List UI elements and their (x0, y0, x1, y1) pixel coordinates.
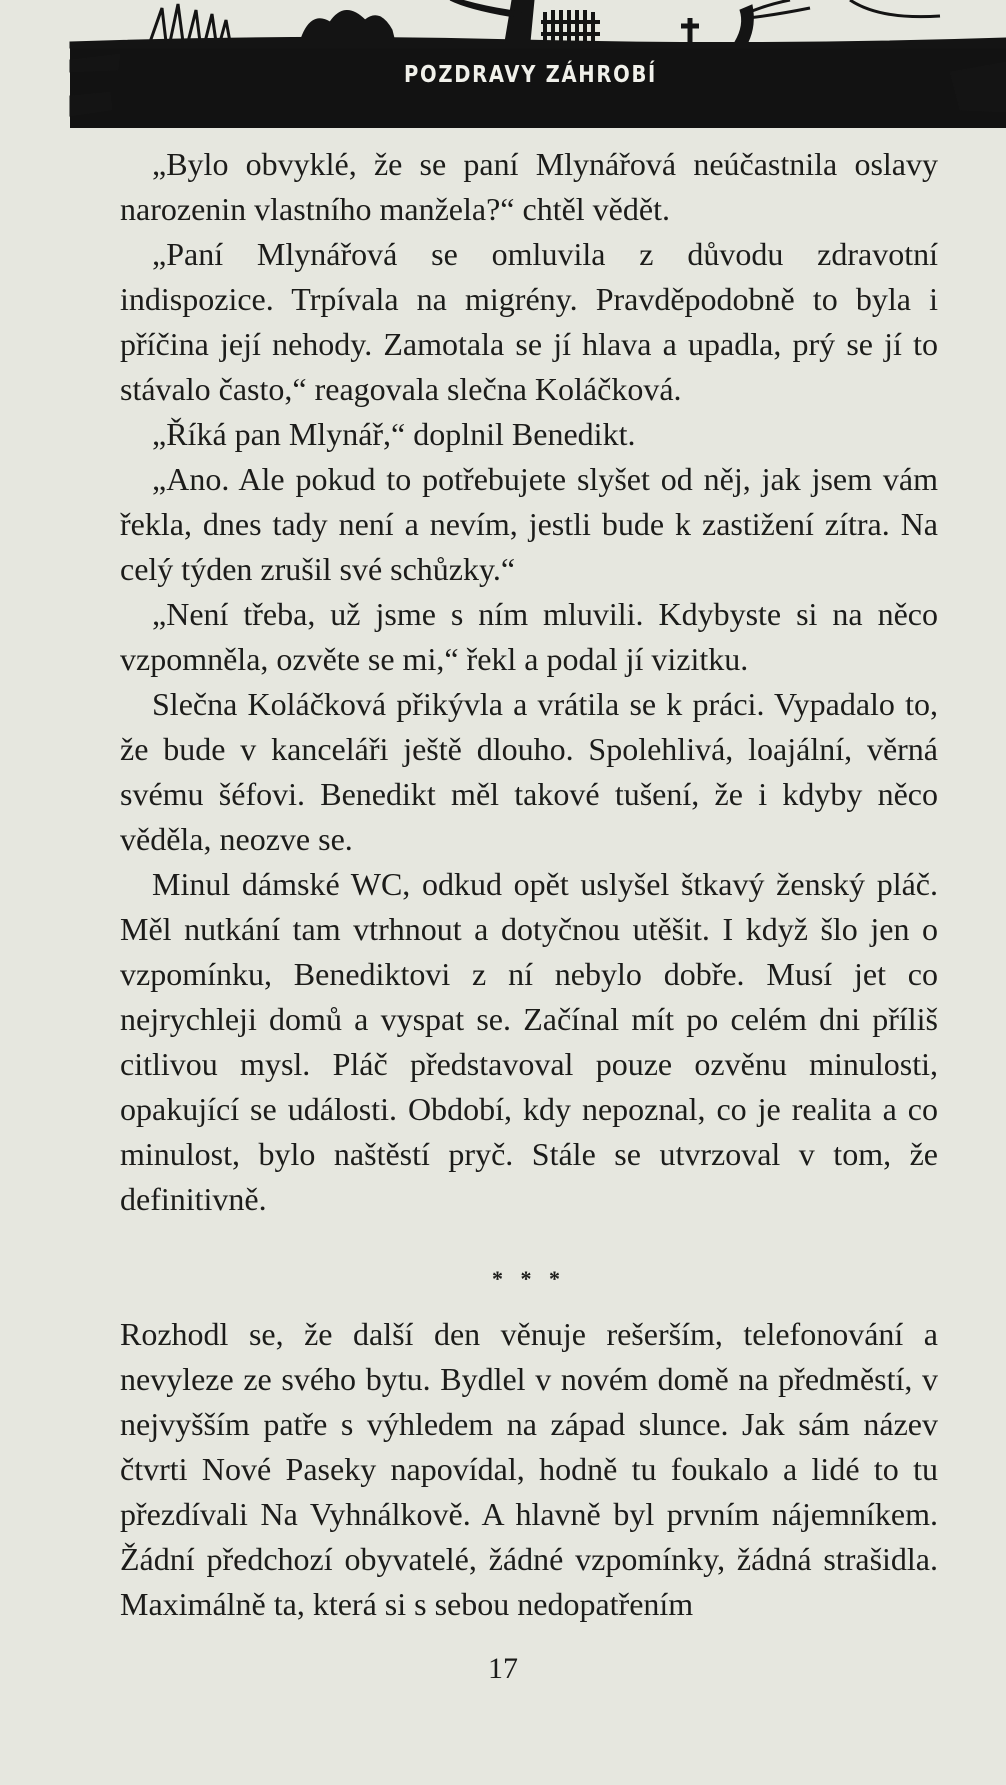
text-column (120, 142, 938, 1627)
paragraph: „Není třeba, už jsme s ním mluvili. Kdybyste si na něco vzpomněla, ozvěte se mi,“ řekl a podal jí vizitku. (120, 596, 938, 677)
paragraph: Minul dámské WC, odkud opět uslyšel štkavý ženský pláč. Měl nutkání tam vtrhnout a dotyčnou utěšit. I když šlo jen o vzpomínku, Benediktovi z ní nebylo dobře. Musí jet co nejrychleji domů a vyspat se. Začínal mít po celém dni příliš citlivou mysl. Pláč představoval pouze ozvěnu minulosti, opakující se události. Období, kdy nepoznal, co je realita a co minulost, bylo naštěstí pryč. Stále se utvrzoval v tom, že definitivně. (120, 866, 938, 1217)
paragraph: „Říká pan Mlynář,“ doplnil Benedikt. (152, 416, 636, 452)
paragraph: Slečna Koláčková přikývla a vrátila se k práci. Vypadalo to, že bude v kanceláři ještě dlouho. Spolehlivá, loajální, věrná svému šéfovi. Benedikt měl takové tušení, že i kdyby něco věděla, neozve se. (120, 686, 938, 857)
page-number: 17 (488, 1652, 518, 1685)
section-separator: * * * (492, 1266, 566, 1291)
chapter-title: POZDRAVY ZÁHROBÍ (404, 62, 658, 88)
paragraph: „Ano. Ale pokud to potřebujete slyšet od něj, jak jsem vám řekla, dnes tady není a nevím, jestli bude k zastižení zítra. Na celý týden zrušil své schůzky.“ (120, 461, 938, 587)
paragraph: „Paní Mlynářová se omluvila z důvodu zdravotní indispozice. Trpívala na migrény. Pravděpodobně to byla i příčina její nehody. Zamotala se jí hlava a upadla, prý se jí to stávalo často,“ reagovala slečna Koláčková. (120, 236, 938, 407)
paragraph: „Bylo obvyklé, že se paní Mlynářová neúčastnila oslavy narozenin vlastního manžela?“ chtěl vědět. (120, 146, 938, 227)
paragraph: Rozhodl se, že další den věnuje rešerším, telefonování a nevyleze ze svého bytu. Bydlel v novém domě na předměstí, v nejvyšším patře s výhledem na západ slunce. Jak sám název čtvrti Nové Paseky napovídal, hodně tu foukalo a lidé to tu přezdívali Na Vyhnálkově. A hlavně byl prvním nájemníkem. Žádní předchozí obyvatelé, žádné vzpomínky, žádná strašidla. Maximálně ta, která si s sebou nedopatřením (120, 1316, 938, 1622)
